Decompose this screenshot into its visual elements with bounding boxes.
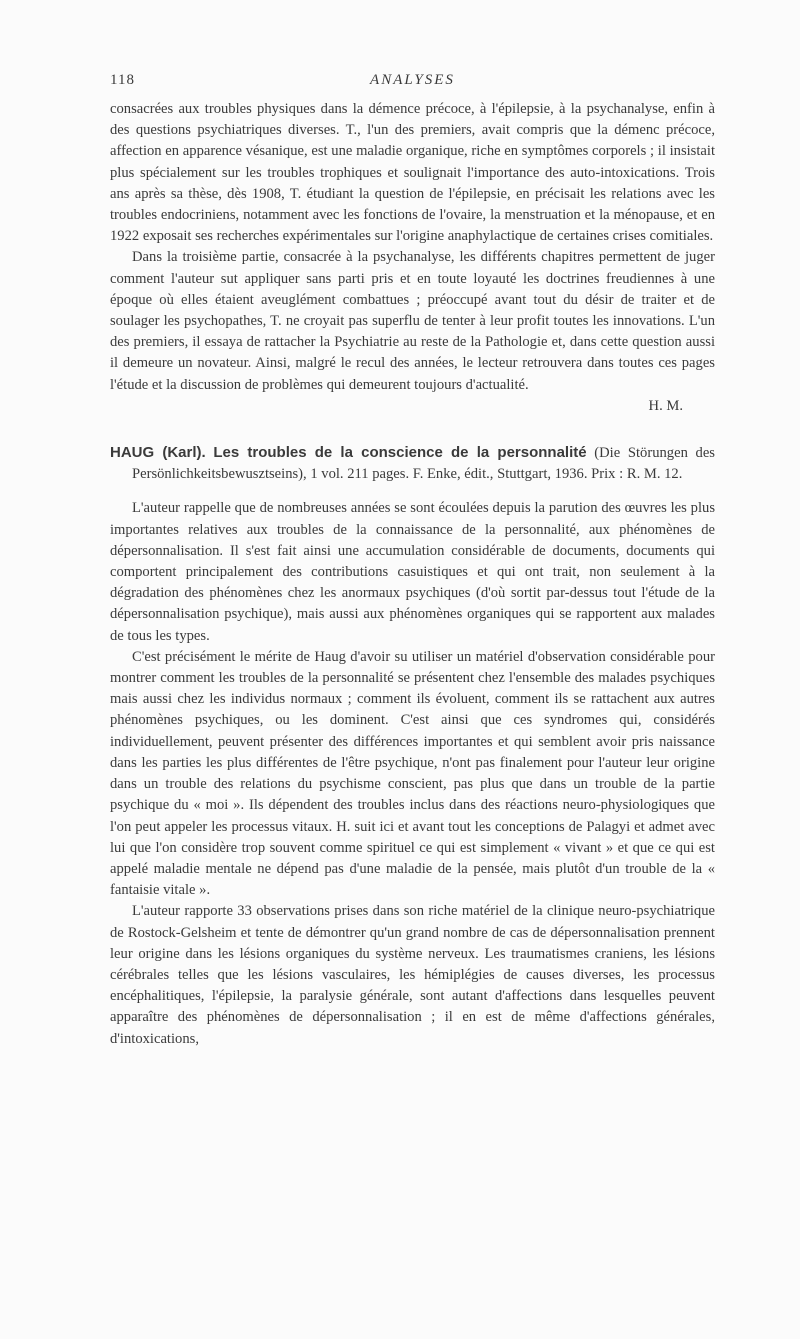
previous-review-paragraph: consacrées aux troubles physiques dans la démence précoce, à l'épilepsie, à la psychanalyse, enfin à des questions psychiatriques diverses. T., l'un des premiers, avait compris que la démenc précoce, affection en apparence vésanique, est une maladie organique, riche en symptômes corporels ; il insistait plus spécialement sur les troubles trophiques et soulignait l'importance des auto-intoxications. Trois ans après sa thèse, dès 1908, T. étudiant la question de l'épilepsie, en précisait les relations avec les troubles endocriniens, notamment avec les fonctions de l'ovaire, la menstruation et la ménopause, et en 1922 exposait ses recherches expérimentales sur l'origine anaphylactique de certaines crises comitiales. [110,101,715,245]
previous-review-paragraph: Dans la troisième partie, consacrée à la psychanalyse, les différents chapitres permettent de juger comment l'auteur sut appliquer sans parti pris et en toute loyauté les doctrines freudiennes à une époque où elles étaient aveuglément combattues ; préoccupé avant tout du désir de traiter et de soulager les psychopathes, T. ne croyait pas superflu de tenter à leur profit toutes les innovations. L'un des premiers, il essaya de rattacher la Psychiatrie au reste de la Pathologie et, dans cette question aussi il demeure un novateur. Ainsi, malgré le recul des années, le lecteur retrouvera dans toutes ces pages l'étude et la discussion de problèmes qui demeurent toujours d'actualité. [110,249,715,393]
reviewer-signature: H. M. [648,397,683,414]
review-paragraph: L'auteur rappelle que de nombreuses années se sont écoulées depuis la parution des œuvres les plus importantes relatives aux troubles de la connaissance de la personnalité, aux phénomènes de dépersonnalisation. Il s'est fait ainsi une accumulation considérable de documents, documents qui comportent principalement des contributions casuistiques et qui ont trait, non seulement à la dégradation des phénomènes chez les anormaux psychiques (d'où sortit par-dessus tout l'étude de la dépersonnalisation psychique), mais aussi aux phénomènes organiques qui se rapportent aux malades de tous les types. [110,500,715,644]
page-number: 118 [110,72,135,88]
entry-details: (Die Störungen des Persönlichkeitsbewusztseins), 1 vol. 211 pages. F. Enke, édit., Stuttgart, 1936. Prix : R. M. 12. [132,445,715,483]
previous-review [110,99,715,417]
review-paragraph: L'auteur rapporte 33 observations prises dans son riche matériel de la clinique neuro-psychiatrique de Rostock-Gelsheim et tente de démontrer qu'un grand nombre de cas de dépersonnalisation prennent leur origine dans les lésions organiques du système nerveux. Les traumatismes craniens, les lésions cérébrales telles que les lésions vasculaires, les hémiplégies de causes diverses, les processus encéphalitiques, l'épilepsie, la paralysie générale, sont autant d'affections dans lesquelles peuvent apparaître des phénomènes de dépersonnalisation ; il en est de même d'affections générales, d'intoxications, [110,903,715,1047]
running-head [110,72,715,96]
bibliographic-entry [110,442,715,485]
page-body [110,99,715,1050]
review-paragraph: C'est précisément le mérite de Haug d'avoir su utiliser un matériel d'observation considérable pour montrer comment les troubles de la personnalité se présentent chez l'ensemble des malades psychiques mais aussi chez les individus normaux ; comment ils évoluent, comment ils se rattachent aux autres phénomènes psychiques, ou les dominent. C'est ainsi que ces syndromes qui, considérés individuellement, peuvent présenter des différences importantes et qui semblent avoir pris naissance dans les parties les plus différentes de l'être psychique, n'ont pas finalement pour l'auteur leur origine dans un trouble des relations du psychisme conscient, pas plus que dans un trouble de la partie psychique du « moi ». Ils dépendent des troubles inclus dans des réactions neuro-physiologiques que l'on peut appeler les processus vitaux. H. suit ici et avant tout les conceptions de Palagyi et admet avec lui que l'on considère trop souvent comme spirituel ce qui est simplement « vivant » et que ce qui est appelé maladie mentale ne dépend pas d'une maladie de la pensée, mais plutôt d'un trouble de la « fantaisie vitale ». [110,648,715,899]
running-title: ANALYSES [370,72,455,88]
entry-author: HAUG (Karl). [110,444,206,462]
review-text [110,498,715,1049]
entry-title: Les troubles de la conscience de la personnalité [213,444,587,462]
